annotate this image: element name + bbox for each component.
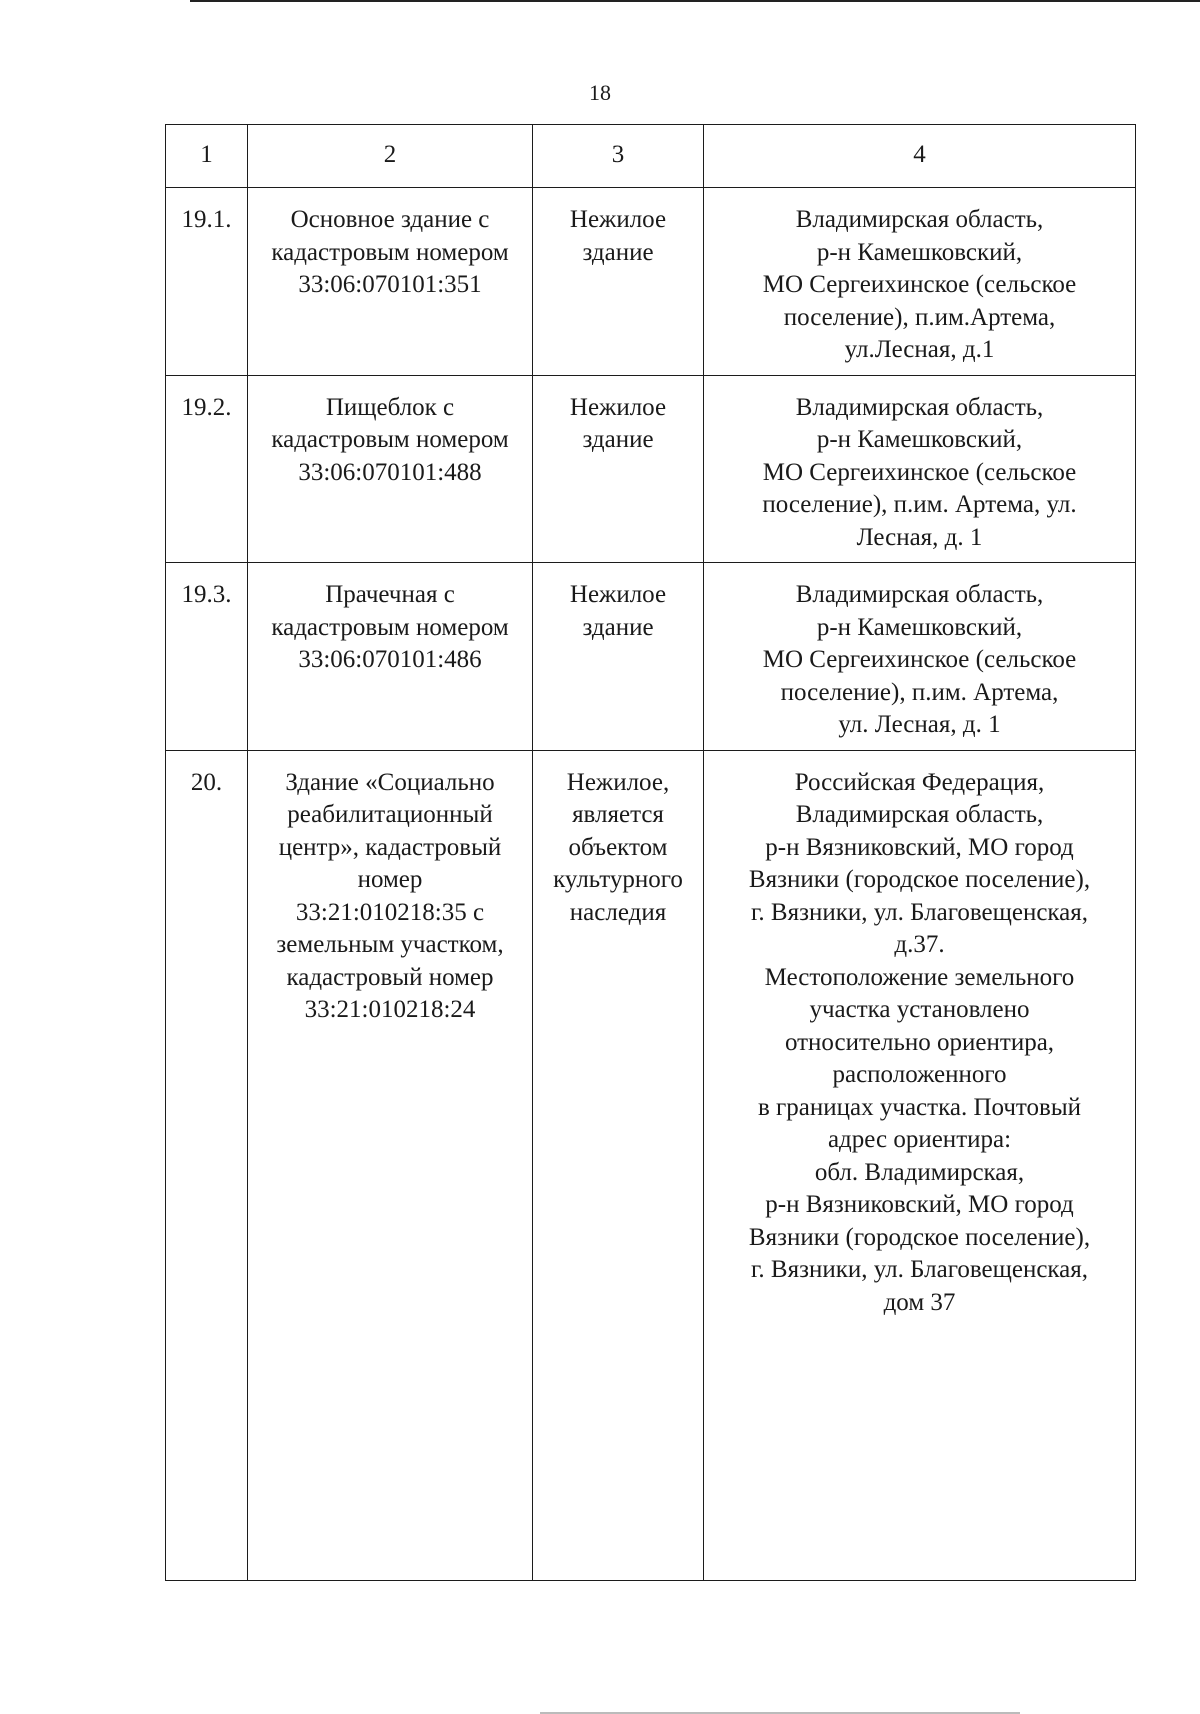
table-row: [166, 375, 1136, 563]
table-header-row: [166, 125, 1136, 188]
text-line: МО Сергеихинское (сельское: [762, 646, 1077, 673]
text-line: культурного: [553, 866, 683, 893]
text-line: кадастровым номером: [271, 426, 509, 453]
property-registry-table: [165, 124, 1136, 1581]
text-line: здание: [582, 426, 654, 453]
text-line: расположенного: [832, 1061, 1007, 1088]
text-line: Нежилое: [569, 581, 667, 608]
row-number: 19.3.: [166, 563, 248, 751]
text-line: Здание «Социально: [285, 768, 495, 796]
text-line: земельным участком,: [276, 931, 504, 958]
table-row: [166, 563, 1136, 751]
text-line: поселение), п.им. Артема,: [780, 678, 1059, 706]
text-line: 33:06:070101:488: [298, 458, 482, 486]
text-line: р-н Камешковский,: [816, 613, 1023, 641]
object-address: [704, 188, 1136, 376]
text-line: Владимирская область,: [795, 206, 1044, 233]
text-line: кадастровым номером: [271, 238, 509, 266]
text-line: объектом: [568, 833, 668, 861]
object-type: [533, 750, 704, 1580]
text-line: р-н Вязниковский, МО город: [765, 1191, 1074, 1218]
table-row: [166, 188, 1136, 376]
text-line: 33:21:010218:35 с: [295, 898, 485, 926]
text-line: Российская Федерация,: [794, 768, 1045, 796]
text-line: ул. Лесная, д. 1: [838, 711, 1001, 738]
table-row: [166, 750, 1136, 1580]
text-line: Пищеблок с: [325, 393, 455, 421]
object-address: [704, 375, 1136, 563]
text-line: р-н Камешковский,: [816, 426, 1023, 453]
text-line: поселение), п.им. Артема, ул.: [762, 491, 1077, 518]
text-line: 33:06:070101:486: [298, 646, 482, 673]
text-line: Владимирская область,: [795, 801, 1044, 828]
object-type: [533, 188, 704, 376]
text-line: участка установлено: [809, 996, 1030, 1023]
column-header-2: 2: [248, 125, 533, 188]
text-line: здание: [582, 238, 654, 266]
text-line: Местоположение земельного: [764, 963, 1075, 991]
column-header-4: 4: [704, 125, 1136, 188]
page-number: 18: [589, 80, 611, 105]
text-line: Вязники (городское поселение),: [748, 1223, 1091, 1251]
text-line: 33:06:070101:351: [298, 271, 482, 298]
row-number: 19.2.: [166, 375, 248, 563]
object-type: [533, 375, 704, 563]
object-name: [248, 563, 533, 751]
text-line: Вязники (городское поселение),: [748, 866, 1091, 893]
text-line: 33:21:010218:24: [304, 996, 476, 1023]
row-number: 19.1.: [166, 188, 248, 376]
text-line: г. Вязники, ул. Благовещенская,: [750, 898, 1089, 926]
text-line: кадастровый номер: [286, 963, 494, 991]
text-line: Нежилое: [569, 206, 667, 233]
row-number: 20.: [166, 750, 248, 1580]
text-line: кадастровым номером: [271, 613, 509, 641]
column-header-1: 1: [166, 125, 248, 188]
object-type: [533, 563, 704, 751]
text-line: номер: [357, 866, 423, 893]
text-line: является: [572, 801, 664, 828]
text-line: Владимирская область,: [795, 393, 1044, 421]
text-line: р-н Вязниковский, МО город: [765, 833, 1074, 861]
text-line: поселение), п.им.Артема,: [783, 303, 1056, 331]
column-header-3: 3: [533, 125, 704, 188]
text-line: обл. Владимирская,: [814, 1158, 1025, 1186]
top-border-line: [190, 0, 1200, 2]
text-line: ул.Лесная, д.1: [844, 336, 995, 363]
text-line: Нежилое,: [566, 768, 670, 796]
text-line: МО Сергеихинское (сельское: [762, 271, 1077, 298]
object-address: [704, 563, 1136, 751]
text-line: Владимирская область,: [795, 581, 1044, 608]
text-line: относительно ориентира,: [784, 1028, 1055, 1056]
text-line: реабилитационный: [287, 801, 493, 828]
text-line: в границах участка. Почтовый: [758, 1093, 1081, 1121]
object-name: [248, 750, 533, 1580]
text-line: центр», кадастровый: [278, 833, 502, 861]
text-line: Лесная, д. 1: [856, 523, 983, 551]
text-line: адрес ориентира:: [827, 1126, 1012, 1153]
text-line: д.37.: [894, 931, 945, 958]
text-line: МО Сергеихинское (сельское: [762, 458, 1077, 486]
text-line: Нежилое: [569, 393, 667, 421]
text-line: г. Вязники, ул. Благовещенская,: [750, 1256, 1089, 1283]
object-name: [248, 375, 533, 563]
text-line: здание: [582, 613, 654, 641]
text-line: Прачечная с: [325, 581, 455, 608]
text-line: Основное здание с: [290, 206, 490, 233]
object-name: [248, 188, 533, 376]
text-line: дом 37: [883, 1288, 956, 1316]
text-line: р-н Камешковский,: [816, 238, 1023, 266]
text-line: наследия: [569, 898, 667, 926]
object-address: [704, 750, 1136, 1580]
